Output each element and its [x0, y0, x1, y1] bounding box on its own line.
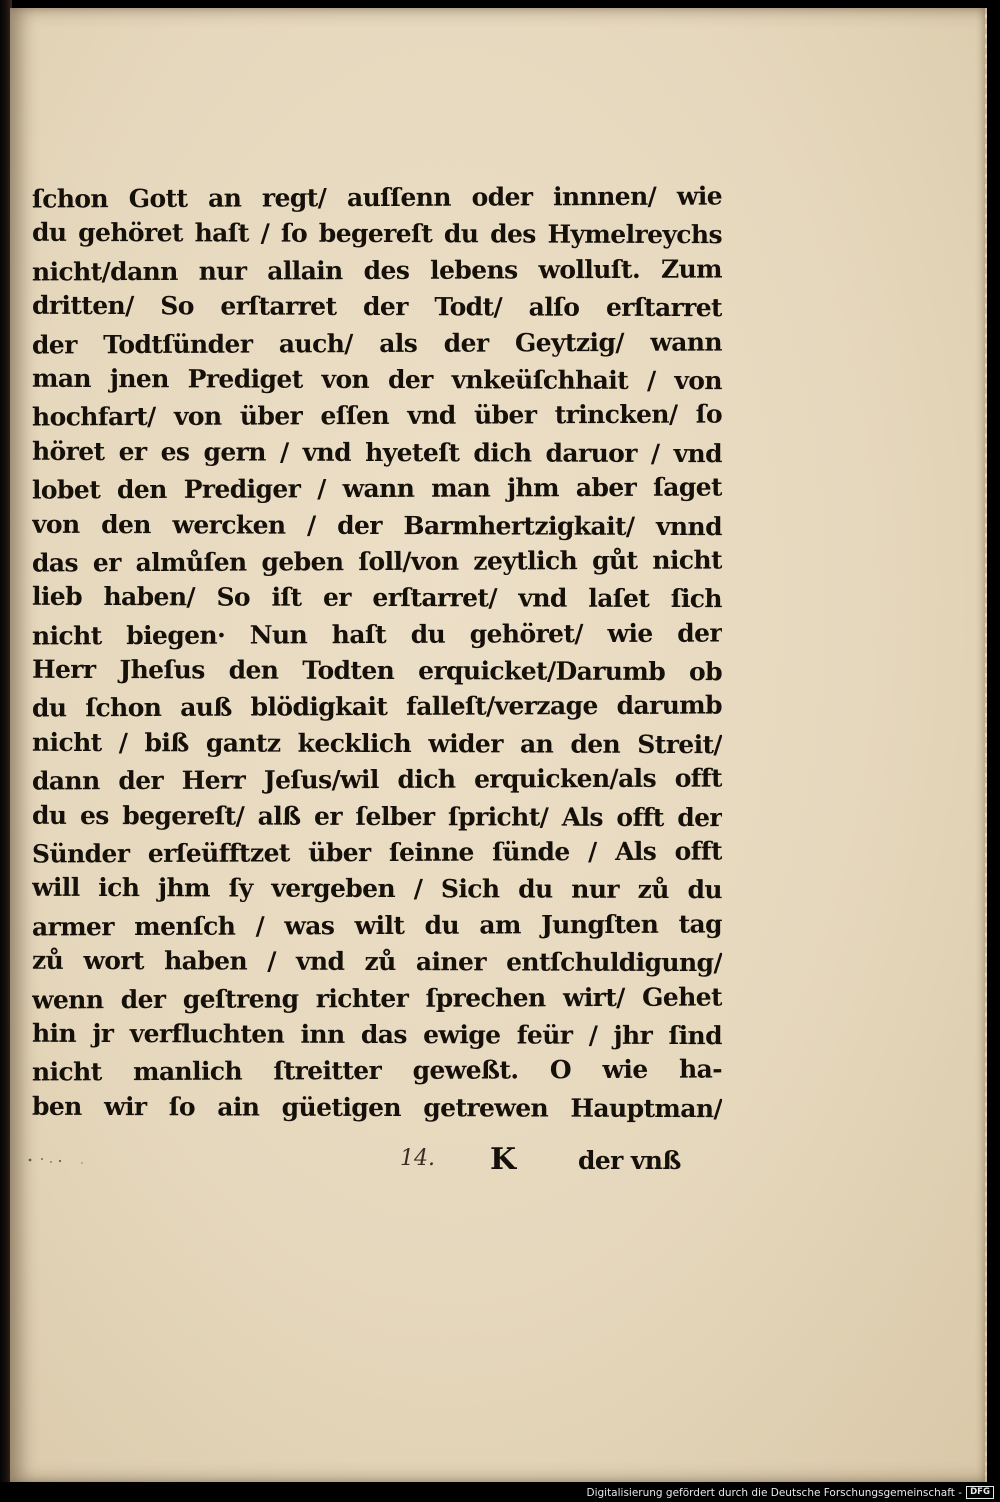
text-line: nicht / biß gantz kecklich wider an den Streit/: [31, 727, 723, 760]
page-footer: [400, 1142, 700, 1182]
text-line: lobet den Prediger / wann man jhm aber ſaget: [31, 472, 723, 505]
text-line: Sünder erſeüfftzet über ſeinne ſünde / Als offt: [31, 836, 723, 869]
paper-specks: [24, 1151, 124, 1171]
blackletter-text-block: [32, 180, 722, 1126]
text-line: dritten/ So erſtarret der Todt/ alſo erſtarret: [31, 290, 723, 323]
text-line: du gehöret haſt / ſo begereſt du des Hymelreychs: [31, 218, 723, 250]
catchword: der vnß: [578, 1146, 681, 1175]
text-line: will ich jhm ſy vergeben / Sich du nur zů du: [31, 873, 723, 905]
text-line: zů wort haben / vnd zů ainer entſchuldigung/: [31, 945, 723, 978]
text-line: nicht/dann nur allain des lebens wolluſt. Zum: [31, 254, 723, 287]
text-line: ben wir ſo ain güetigen getrewen Hauptman/: [31, 1091, 723, 1123]
signature-mark: K: [490, 1142, 517, 1177]
text-line: ſchon Gott an regt/ auſſenn oder innnen/ wie: [31, 181, 723, 214]
text-line: man jnen Prediget von der vnkeüſchhait / von: [31, 363, 723, 396]
text-line: wenn der geſtreng richter ſprechen wirt/ Gehet: [31, 982, 723, 1015]
text-line: hochfart/ von über eſſen vnd über trincken/ ſo: [31, 399, 723, 432]
text-line: höret er es gern / vnd hyeteſt dich daruor / vnd: [31, 436, 723, 468]
text-line: das er almůſen geben ſoll/von zeytlich gůt nicht: [31, 545, 723, 578]
text-line: du es begereſt/ alß er ſelber ſpricht/ Als offt der: [31, 800, 723, 832]
text-line: nicht manlich ſtreitter geweßt. O wie ha-: [31, 1054, 723, 1087]
text-line: der Todtſünder auch/ als der Geytzig/ wann: [31, 327, 723, 360]
credit-bar: [0, 1482, 1000, 1502]
text-line: Herr Jheſus den Todten erquicket/Darumb ob: [31, 654, 723, 687]
funding-credit: Digitalisierung gefördert durch die Deutsche Forschungsgemeinschaft -: [586, 1487, 962, 1499]
book-page: [10, 8, 987, 1482]
text-line: dann der Herr Jeſus/wil dich erquicken/als offt: [31, 763, 723, 796]
text-line: armer menſch / was wilt du am Jungſten tag: [31, 909, 723, 942]
dfg-logo: DFG: [966, 1486, 994, 1499]
sheet-number: 14.: [400, 1146, 435, 1171]
text-line: hin jr verfluchten inn das ewige feür / jhr ſind: [31, 1018, 723, 1051]
text-line: lieb haben/ So iſt er erſtarret/ vnd laſet ſich: [31, 582, 723, 614]
text-line: du ſchon auß blödigkait falleſt/verzage darumb: [31, 690, 723, 723]
text-line: nicht biegen· Nun haſt du gehöret/ wie der: [31, 618, 723, 651]
text-line: von den wercken / der Barmhertzigkait/ vnnd: [31, 509, 723, 541]
